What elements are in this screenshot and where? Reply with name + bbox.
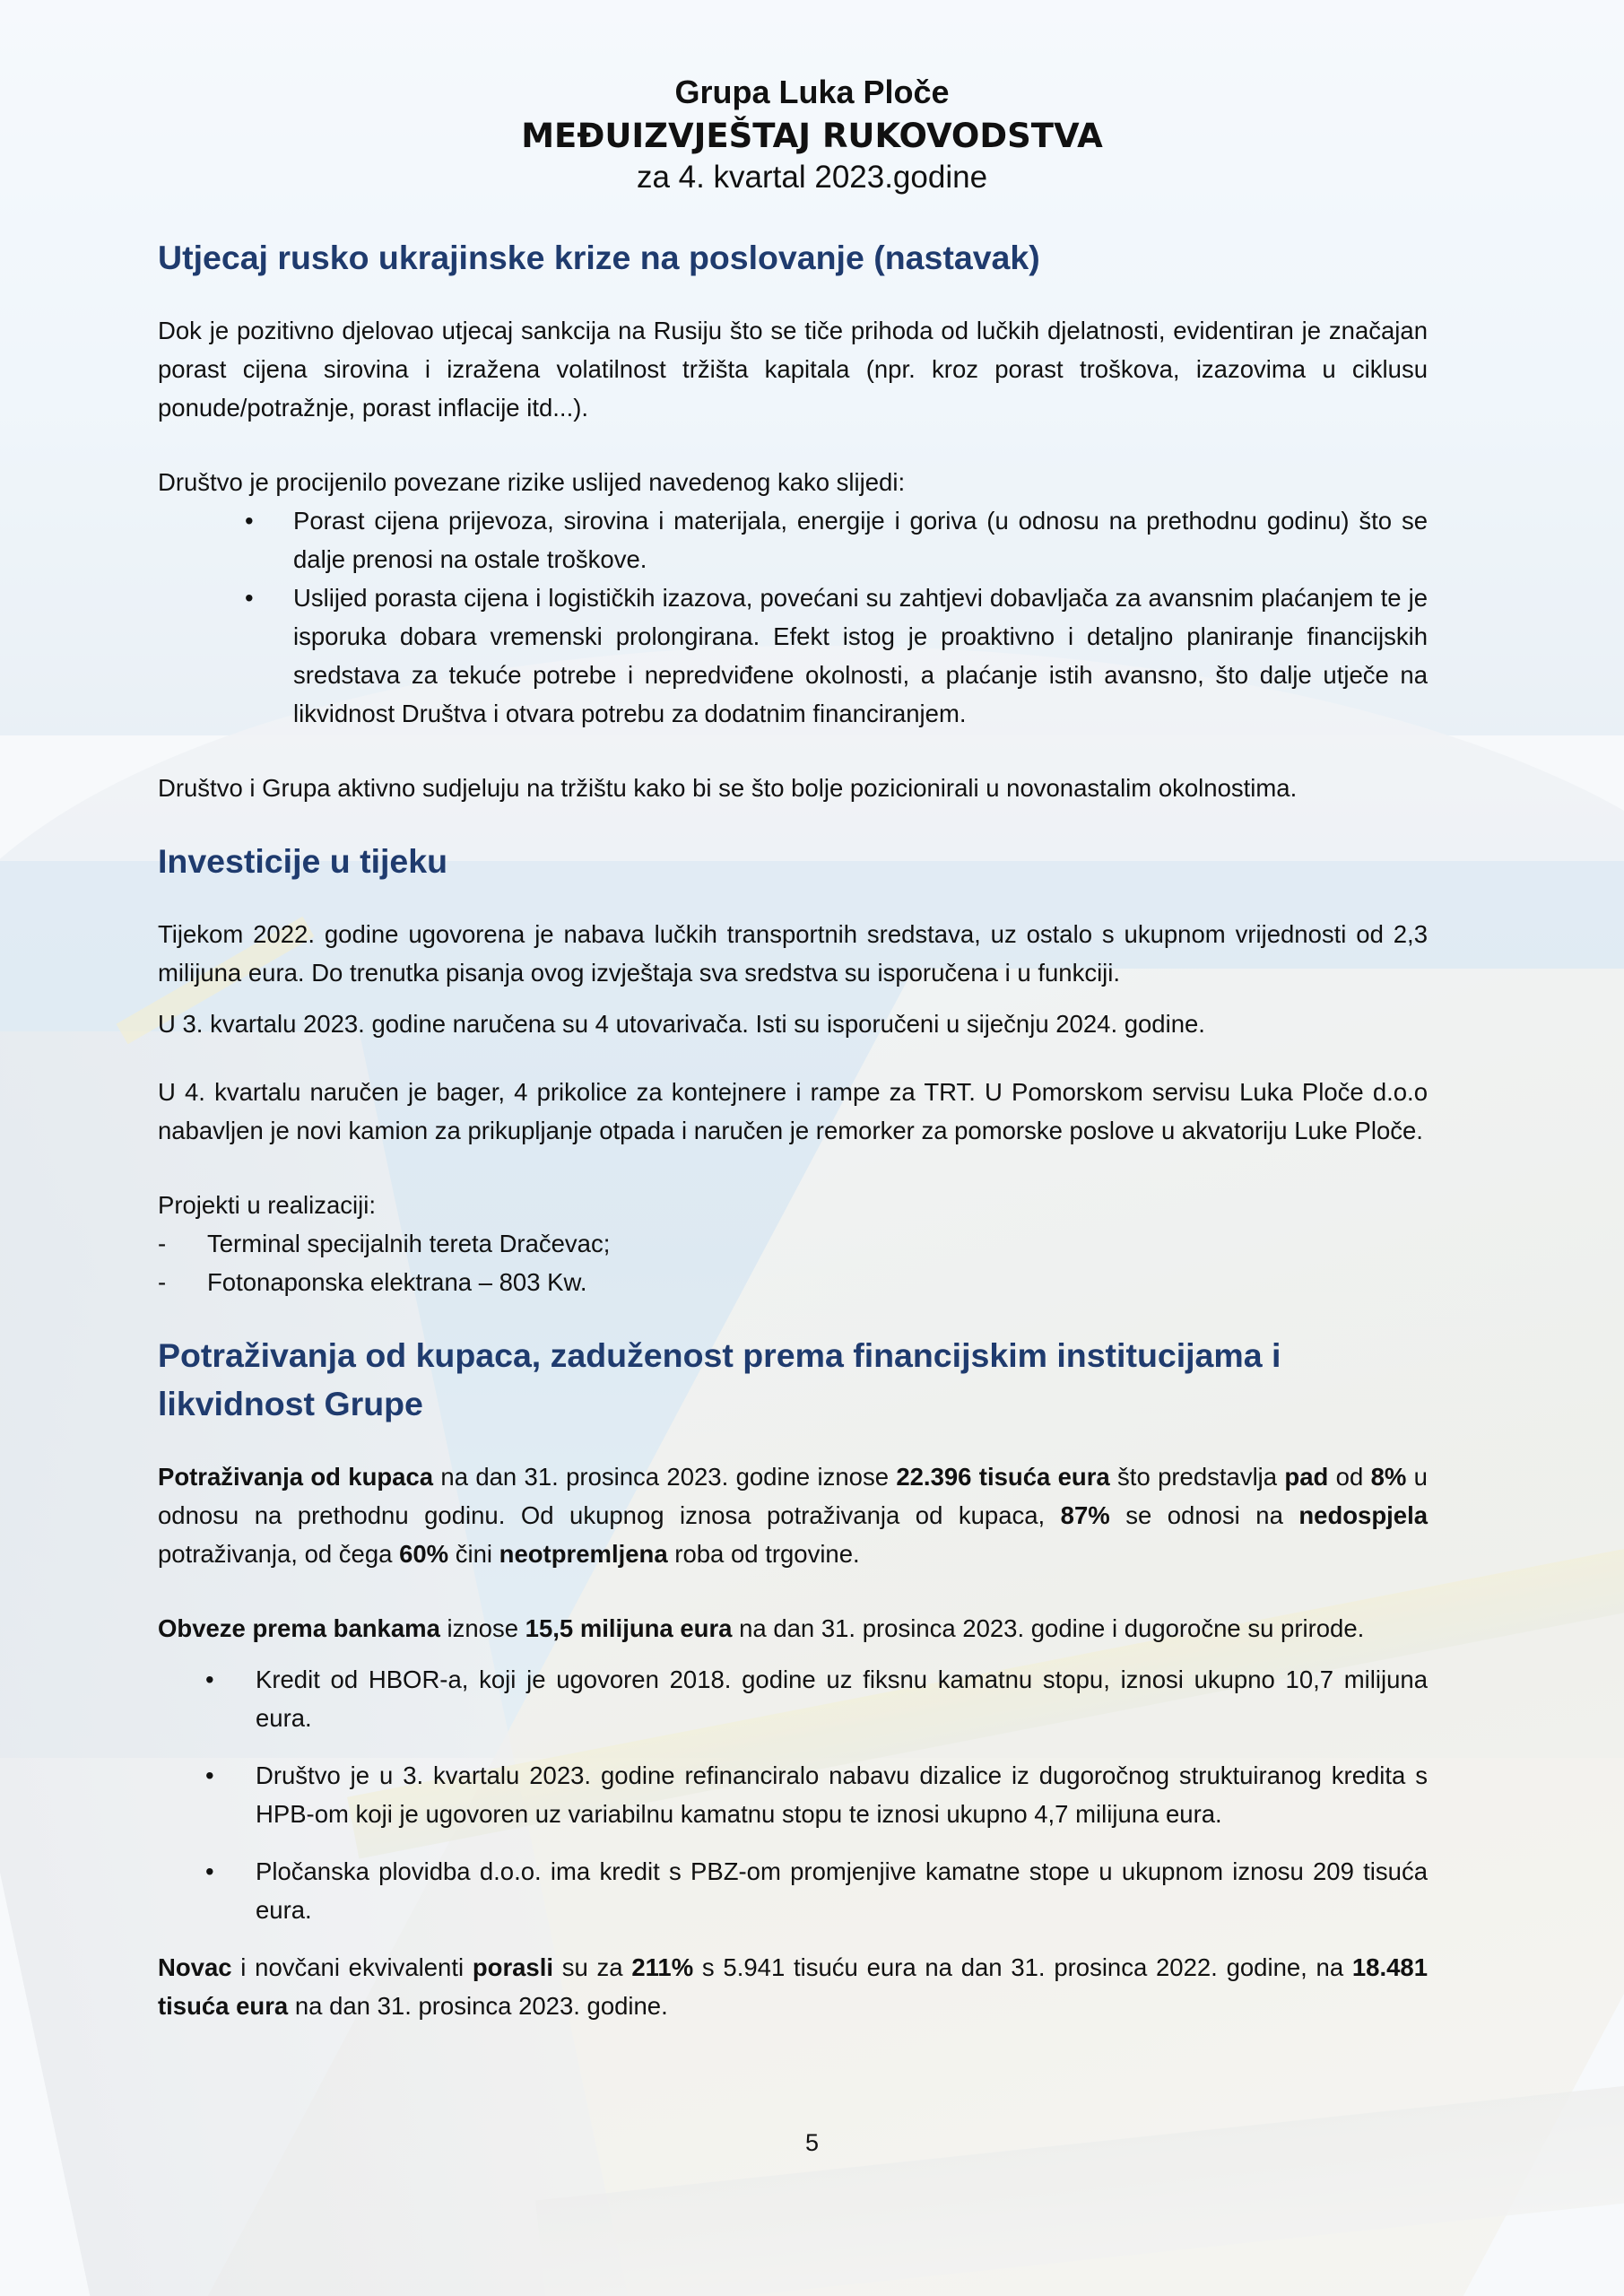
section-title-receivables: Potraživanja od kupaca, zaduženost prema financijskim institucijama i likvidnost Grupe xyxy=(158,1336,1281,1422)
paragraph: U 3. kvartalu 2023. godine naručena su 4 utovarivača. Isti su isporučeni u siječnju 2024. godine. xyxy=(158,1010,1205,1038)
header-report-title: MEĐUIZVJEŠTAJ RUKOVODSTVA xyxy=(521,117,1103,155)
section-title-crisis: Utjecaj rusko ukrajinske krize na poslovanje (nastavak) xyxy=(158,239,1040,276)
paragraph: Tijekom 2022. godine ugovorena je nabava lučkih transportnih sredstava, uz ostalo s ukupnom vrijednosti od 2,3 milijuna eura. Do trenutka pisanja ovog izvještaja sva sredstva su isporučena i u funkciji. xyxy=(158,920,1428,987)
paragraph: Društvo i Grupa aktivno sudjeluju na tržištu kako bi se što bolje pozicionirali u novonastalim okolnostima. xyxy=(158,774,1298,802)
paragraph-bank-obligations: Obveze prema bankama iznose 15,5 milijuna eura na dan 31. prosinca 2023. godine i dugoročne su prirode. xyxy=(158,1614,1365,1642)
page-number: 5 xyxy=(804,2129,820,2156)
loans-list xyxy=(158,1660,1428,1929)
header-company: Grupa Luka Ploče xyxy=(674,74,950,110)
list-item: • Porast cijena prijevoza, sirovina i materijala, energije i goriva (u odnosu na prethodnu godinu) što se dalje prenosi na ostale troškove. xyxy=(158,501,1428,578)
list-item: - Fotonaponska elektrana – 803 Kw. xyxy=(158,1263,1428,1301)
header-period: za 4. kvartal 2023.godine xyxy=(636,160,988,195)
risk-list xyxy=(158,501,1428,733)
projects-label: Projekti u realizaciji: xyxy=(158,1191,377,1219)
paragraph: Društvo je procijenilo povezane rizike uslijed navedenog kako slijedi: xyxy=(158,468,906,496)
document-body xyxy=(158,233,1428,2025)
list-item: • Pločanska plovidba d.o.o. ima kredit s PBZ-om promjenjive kamatne stope u ukupnom iznosu 209 tisuća eura. xyxy=(158,1852,1428,1929)
list-item: - Terminal specijalnih tereta Dračevac; xyxy=(158,1224,1428,1263)
paragraph: U 4. kvartalu naručen je bager, 4 prikolice za kontejnere i rampe za TRT. U Pomorskom servisu Luka Ploče d.o.o nabavljen je novi kamion za prikupljanje otpada i naručen je remorker za pomorske poslove u akvatoriju Luke Ploče. xyxy=(158,1078,1428,1144)
paragraph: Dok je pozitivno djelovao utjecaj sankcija na Rusiju što se tiče prihoda od lučkih djelatnosti, evidentiran je značajan porast cijena sirovina i izražena volatilnost tržišta kapitala (npr. kroz porast troškova, izazovima u ciklusu ponude/potražnje, porast inflacije itd...). xyxy=(158,317,1428,422)
paragraph-cash: Novac i novčani ekvivalenti porasli su za 211% s 5.941 tisuću eura na dan 31. prosinca 2022. godine, na 18.481 tisuća eura na dan 31. prosinca 2023. godine. xyxy=(158,1953,1429,2020)
projects-list xyxy=(158,1224,1428,1301)
section-title-investments: Investicije u tijeku xyxy=(158,842,448,880)
list-item: • Kredit od HBOR-a, koji je ugovoren 2018. godine uz fiksnu kamatnu stopu, iznosi ukupno 10,7 milijuna eura. xyxy=(158,1660,1428,1737)
paragraph-receivables: Potraživanja od kupaca na dan 31. prosinca 2023. godine iznose 22.396 tisuća eura što predstavlja pad od 8% u odnosu na prethodnu godinu. Od ukupnog iznosa potraživanja od kupaca, 87% se odnosi na nedospjela potraživanja, od čega 60% čini neotpremljena roba od trgovine. xyxy=(158,1463,1429,1568)
list-item: • Društvo je u 3. kvartalu 2023. godine refinanciralo nabavu dizalice iz dugoročnog struktuiranog kredita s HPB-om koji je ugovoren uz variabilnu kamatnu stopu te iznosi ukupno 4,7 milijuna eura. xyxy=(158,1756,1428,1833)
list-item: • Uslijed porasta cijena i logističkih izazova, povećani su zahtjevi dobavljača za avansnim plaćanjem te je isporuka dobara vremenski prolongirana. Efekt istog je proaktivno i detaljno planiranje financijskih sredstava za tekuće potrebe i nepredviđene okolnosti, a plaćanje istih avansno, što dalje utječe na likvidnost Društva i otvara potrebu za dodatnim financiranjem. xyxy=(158,578,1428,733)
